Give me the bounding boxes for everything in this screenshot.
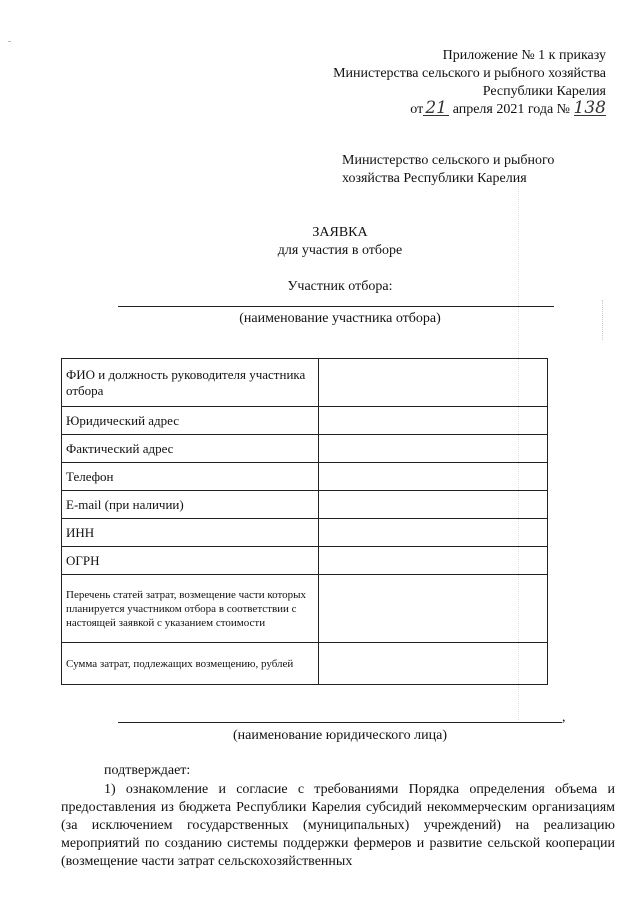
date-prefix: от — [410, 102, 424, 117]
appendix-line-2: Министерства сельского и рыбного хозяйства — [333, 66, 606, 81]
row-label-cost-sum: Сумма затрат, подлежащих возмещению, рублей — [62, 643, 319, 685]
table-row — [62, 575, 548, 643]
document-subtitle: для участия в отборе — [277, 243, 403, 258]
table-row — [62, 463, 548, 491]
row-value-phone[interactable] — [319, 463, 548, 491]
appendix-line-3: Республики Карелия — [482, 84, 606, 99]
comma-mark: , — [562, 710, 566, 725]
row-value-inn[interactable] — [319, 519, 548, 547]
participant-caption: (наименование участника отбора) — [239, 311, 441, 326]
row-label-cost-items: Перечень статей затрат, возмещение части которых планируется участником отбора в соответствии с настоящей заявкой с указанием стоимости — [62, 575, 319, 643]
table-row — [62, 435, 548, 463]
row-value-legal-address[interactable] — [319, 407, 548, 435]
table-row — [62, 547, 548, 575]
margin-mark: - — [8, 36, 12, 47]
appendix-header — [246, 47, 606, 119]
addressee — [342, 152, 602, 188]
appendix-line-1: Приложение № 1 к приказу — [442, 48, 606, 63]
table-row — [62, 491, 548, 519]
paragraph-1: 1) ознакомление и согласие с требованиями Порядка определения объема и предоставления из бюджета Республики Карелия субсидий некоммерческим организациям (за исключением государственных (муниципальных) учреждений) на реализацию мероприятий по созданию системы поддержки фермеров и развитие сельской кооперации (возмещение части затрат сельскохозяйственных — [61, 782, 615, 869]
row-label-ogrn: ОГРН — [62, 547, 319, 575]
row-label-legal-address: Юридический адрес — [62, 407, 319, 435]
addressee-line-2: хозяйства Республики Карелия — [342, 171, 527, 186]
table-row — [62, 407, 548, 435]
row-value-actual-address[interactable] — [319, 435, 548, 463]
row-value-director[interactable] — [319, 359, 548, 407]
addressee-line-1: Министерство сельского и рыбного — [342, 153, 555, 168]
legal-entity-caption: (наименование юридического лица) — [233, 728, 447, 743]
row-value-email[interactable] — [319, 491, 548, 519]
date-middle: апреля 2021 года № — [452, 102, 571, 117]
row-value-ogrn[interactable] — [319, 547, 548, 575]
document-title: ЗАЯВКА — [312, 225, 368, 240]
legal-entity-name-line — [118, 722, 562, 723]
row-label-director: ФИО и должность руководителя участника отбора — [62, 359, 319, 407]
table-row — [62, 519, 548, 547]
participant-name-line — [118, 306, 554, 307]
participant-label: Участник отбора: — [287, 279, 393, 294]
table-row — [62, 359, 548, 407]
handwritten-order-number: 138 — [573, 98, 606, 118]
handwritten-day: 21 — [423, 101, 449, 116]
appendix-date-line — [246, 98, 606, 119]
row-label-inn: ИНН — [62, 519, 319, 547]
application-form-table — [61, 358, 548, 685]
table-row — [62, 643, 548, 685]
row-value-cost-items[interactable] — [319, 575, 548, 643]
row-value-cost-sum[interactable] — [319, 643, 548, 685]
row-label-actual-address: Фактический адрес — [62, 435, 319, 463]
row-label-email: E-mail (при наличии) — [62, 491, 319, 519]
row-label-phone: Телефон — [62, 463, 319, 491]
confirms-label: подтверждает: — [104, 763, 191, 778]
